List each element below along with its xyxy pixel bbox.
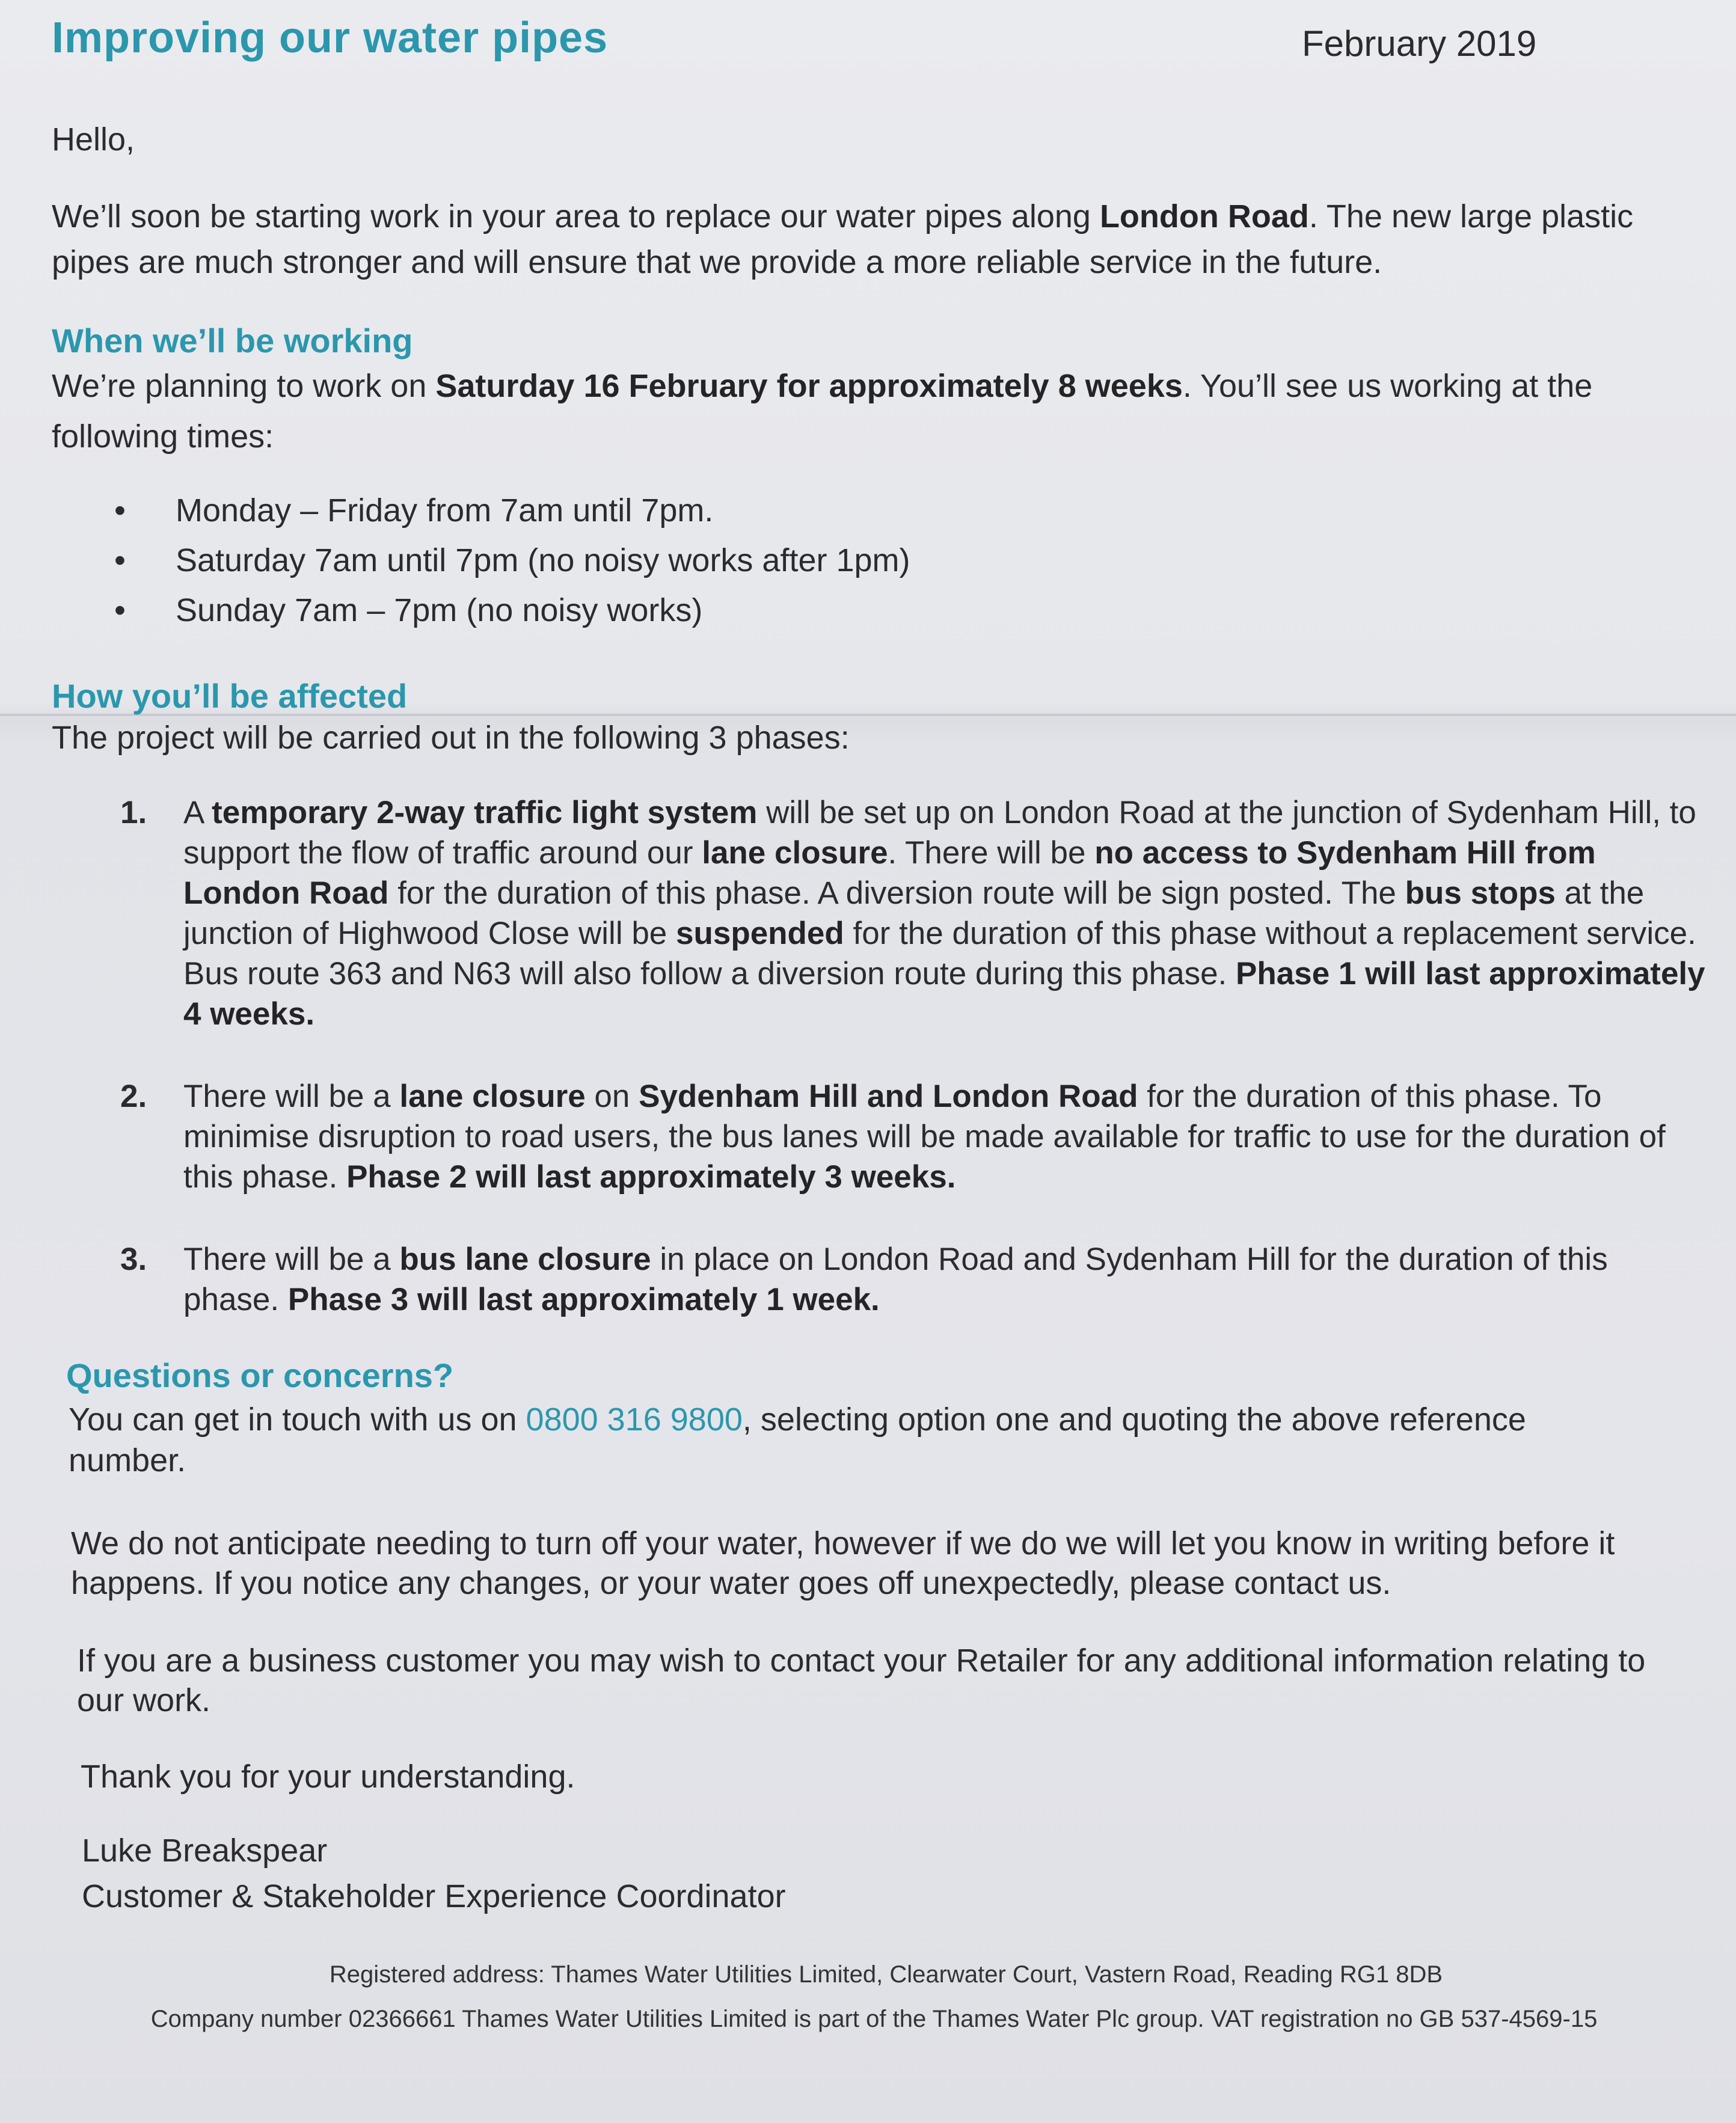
questions-text-end: , selecting option one and quoting the above reference number. (69, 1402, 1526, 1478)
intro-text-start: We’ll soon be starting work in your area to replace our water pipes along (52, 198, 1100, 234)
questions-paragraph (69, 1399, 1644, 1481)
phase-text: on (585, 1079, 639, 1114)
working-time-item: • Sunday 7am – 7pm (no noisy works) (114, 586, 910, 636)
phase-text: will be set up on London Road at the junction of Sydenham Hill, to support the flow of traffic around our (183, 795, 1696, 871)
phase-item (120, 1239, 1708, 1320)
phase-item (120, 792, 1708, 1034)
phase-text: There will be a (183, 1242, 400, 1277)
phase-text: . There will be (888, 835, 1095, 871)
phase-emphasis-text: lane closure (702, 835, 888, 871)
letter-date: February 2019 (1302, 23, 1537, 64)
when-heading: When we’ll be working (52, 322, 413, 360)
phase-emphasis-text: bus lane closure (399, 1242, 651, 1277)
affected-heading: How you’ll be affected (52, 677, 408, 715)
questions-heading: Questions or concerns? (66, 1356, 454, 1394)
business-paragraph: If you are a business customer you may wish to contact your Retailer for any additional information relating to our work. (77, 1643, 1646, 1718)
phase-emphasis-text: Phase 3 will last approximately 1 week. (287, 1282, 880, 1317)
signoff-role: Customer & Stakeholder Experience Coordinator (82, 1878, 786, 1914)
working-times-list (114, 486, 910, 636)
signoff-name: Luke Breakspear (82, 1833, 328, 1869)
phase-emphasis-text: Sydenham Hill and London Road (639, 1079, 1138, 1114)
phase-number: 2. (120, 1079, 147, 1114)
phase-text: at the junction of Highwood Close will be (183, 875, 1645, 951)
phase-emphasis-text: no access to Sydenham Hill from London Road (183, 835, 1596, 911)
phase-emphasis-text: Phase 2 will last approximately 3 weeks. (346, 1159, 956, 1195)
phase-text: A (183, 795, 212, 830)
when-text-end: . You’ll see us working at the following times: (52, 368, 1593, 455)
intro-road-name: London Road (1099, 198, 1309, 234)
affected-intro: The project will be carried out in the following 3 phases: (52, 720, 850, 756)
phase-emphasis-text: bus stops (1405, 875, 1556, 911)
phases-list (120, 792, 1708, 1362)
phase-text: for the duration of this phase. To minimise disruption to road users, the bus lanes will be made available for traffic to use for the duration of this phase. (183, 1079, 1666, 1195)
phone-number: 0800 316 9800 (526, 1402, 743, 1438)
phase-emphasis-text: Phase 1 will last approximately 4 weeks. (183, 956, 1705, 1032)
letter-title: Improving our water pipes (52, 14, 609, 62)
phase-emphasis-text: suspended (676, 916, 844, 951)
phase-number: 3. (120, 1242, 147, 1277)
working-time-item: • Saturday 7am until 7pm (no noisy works after 1pm) (114, 536, 910, 586)
phase-text: for the duration of this phase. A diversion route will be sign posted. The (388, 875, 1405, 911)
phase-text: in place on London Road and Sydenham Hill for the duration of this phase. (183, 1242, 1608, 1317)
working-time-item: • Monday – Friday from 7am until 7pm. (114, 486, 910, 536)
greeting: Hello, (52, 121, 135, 158)
phase-number: 1. (120, 795, 147, 830)
when-text-start: We’re planning to work on (52, 368, 436, 404)
phase-emphasis-text: lane closure (399, 1079, 586, 1114)
thanks-line: Thank you for your understanding. (81, 1759, 575, 1795)
phase-item (120, 1076, 1708, 1197)
when-paragraph (52, 361, 1675, 462)
phase-emphasis-text: temporary 2-way traffic light system (212, 795, 758, 830)
footer-company: Company number 02366661 Thames Water Utilities Limited is part of the Thames Water Plc group. VAT registration no GB 537-4569-15 (150, 2006, 1598, 2032)
intro-text-end: . The new large plastic pipes are much stronger and will ensure that we provide a more reliable service in the future. (52, 198, 1634, 280)
intro-paragraph (52, 194, 1675, 285)
phase-text: There will be a (183, 1079, 400, 1114)
water-off-paragraph: We do not anticipate needing to turn off your water, however if we do we will let you know in writing before it happens. If you notice any changes, or your water goes off unexpectedly, please contact us. (71, 1525, 1615, 1601)
footer-address: Registered address: Thames Water Utilities Limited, Clearwater Court, Vastern Road, Reading RG1 8DB (329, 1961, 1443, 1988)
when-start-date: Saturday 16 February for approximately 8 weeks (435, 368, 1183, 404)
signoff (82, 1828, 786, 1919)
phase-text: for the duration of this phase without a replacement service. Bus route 363 and N63 will also follow a diversion route during this phase. (183, 916, 1696, 991)
questions-text-start: You can get in touch with us on (69, 1402, 526, 1438)
